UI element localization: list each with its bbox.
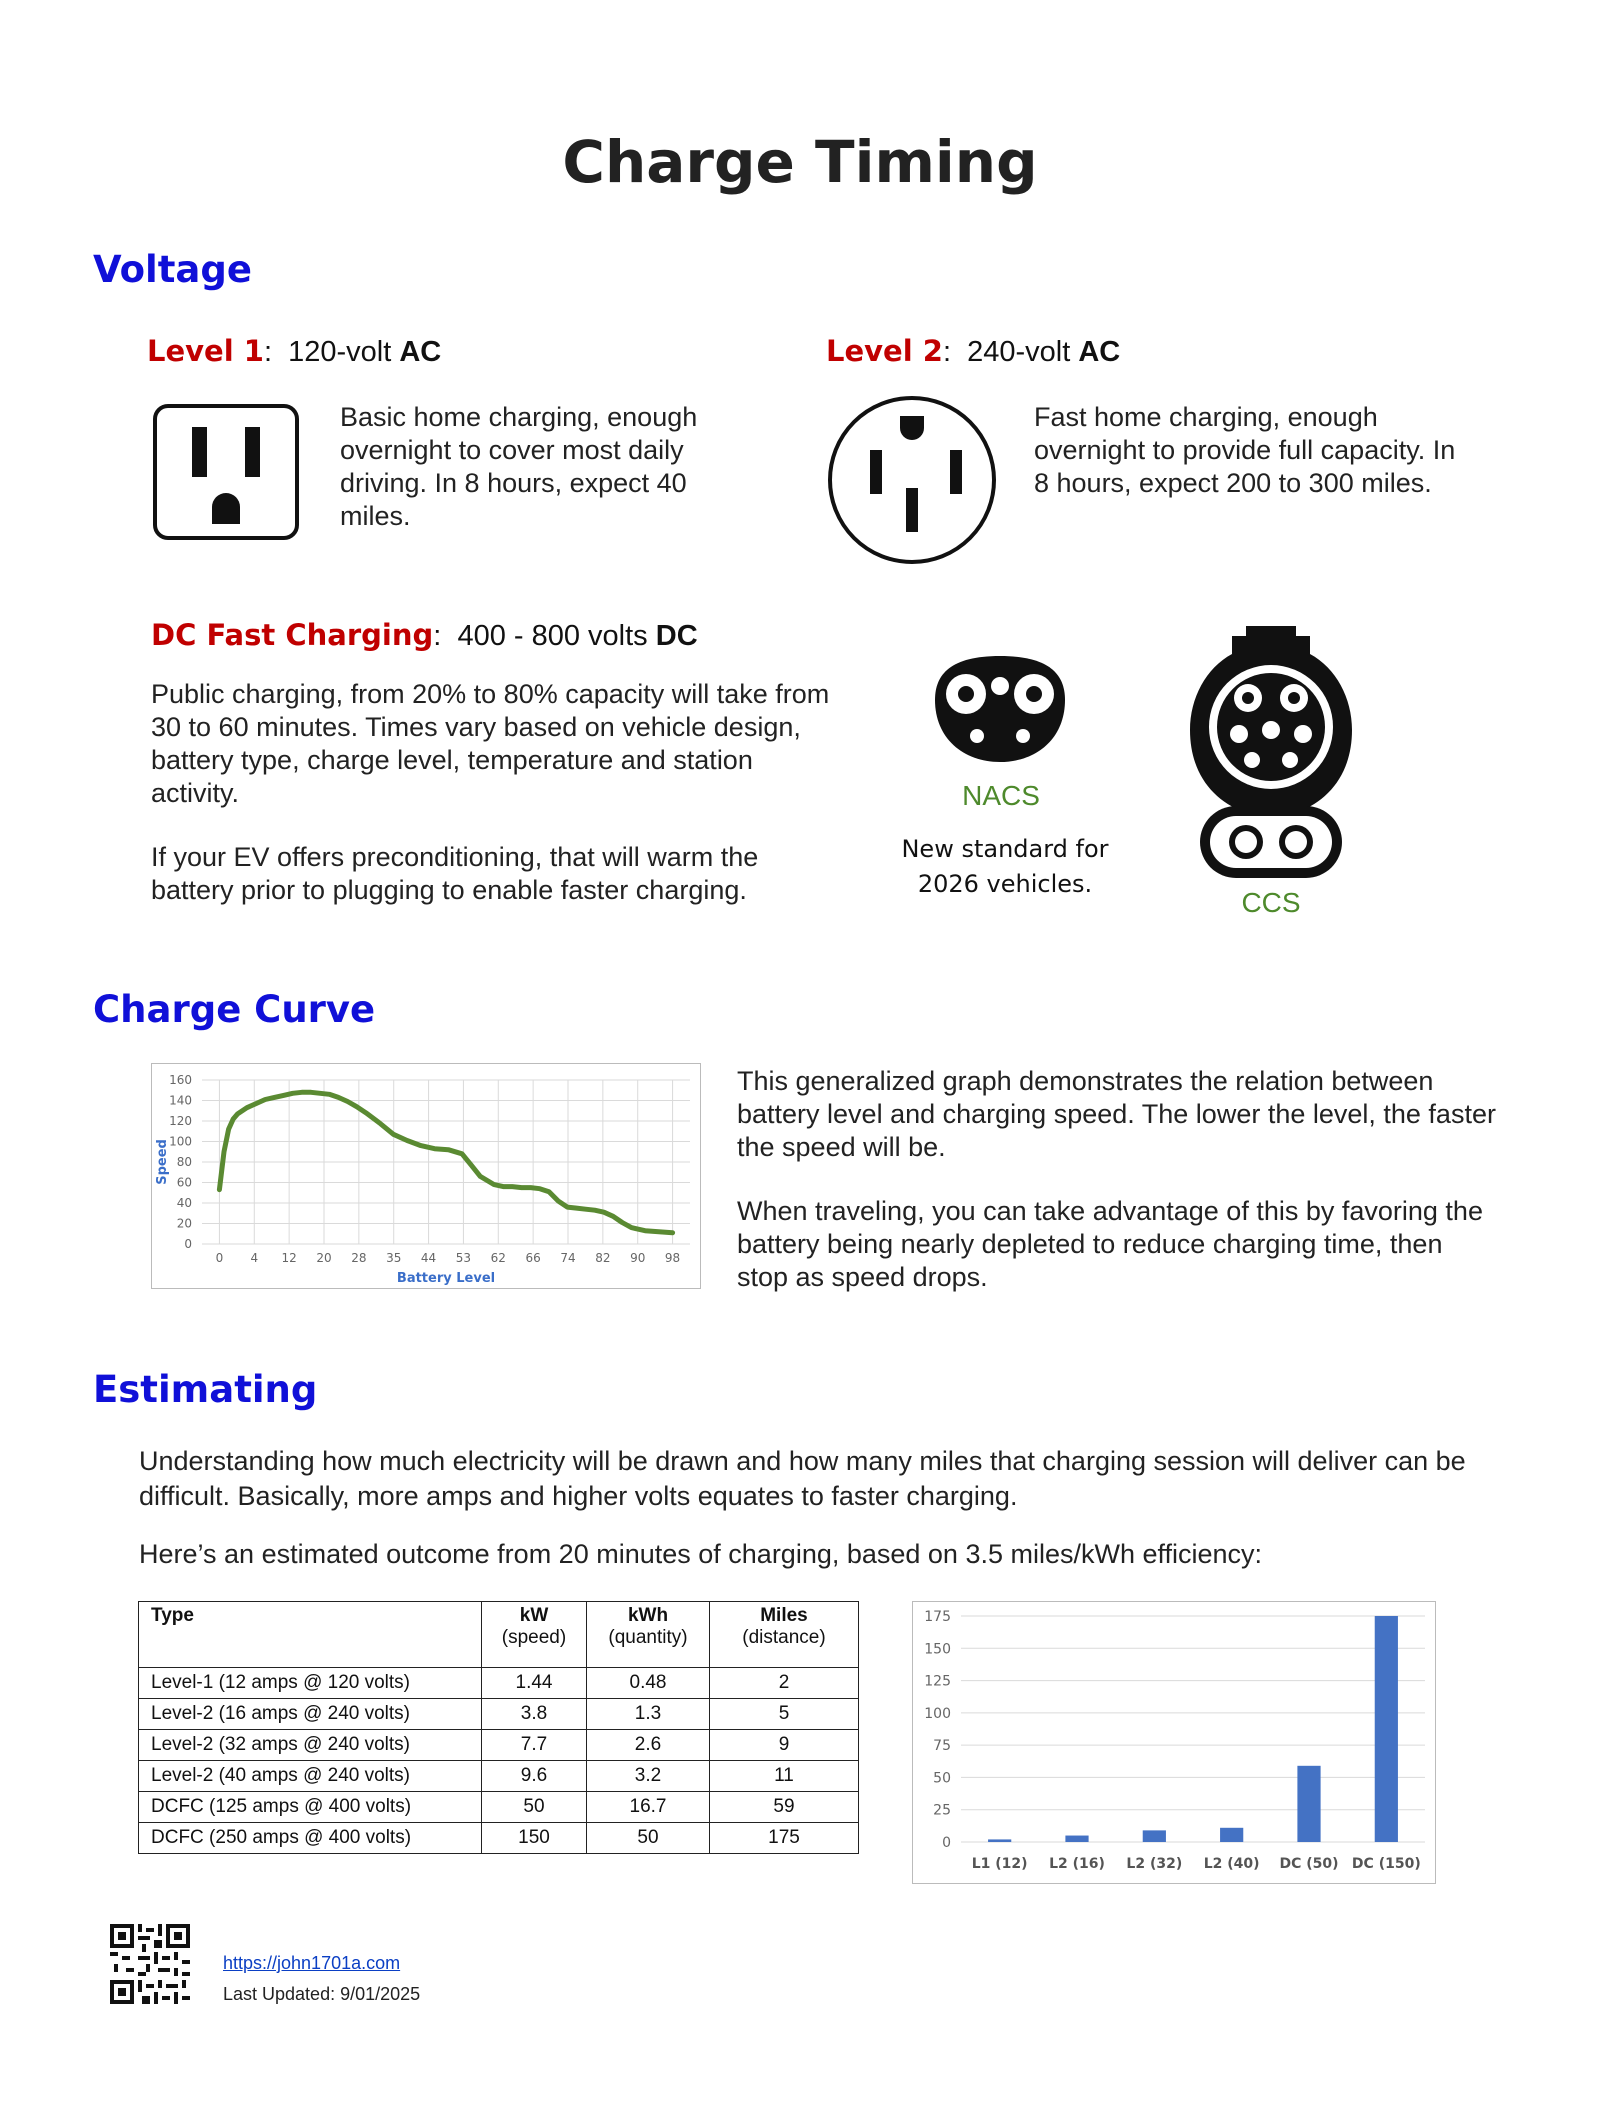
- last-updated: Last Updated: 9/01/2025: [223, 1984, 421, 2004]
- nacs-label: NACS: [962, 780, 1040, 811]
- y-axis-label: Speed: [155, 1139, 170, 1185]
- cell-kwh: 2.6: [587, 1730, 710, 1761]
- y-tick-label: 100: [169, 1134, 192, 1149]
- x-tick-label: L2 (40): [1203, 1856, 1260, 1872]
- header-miles-sub: (distance): [742, 1627, 826, 1648]
- table-row: [139, 1730, 859, 1761]
- x-tick-label: 98: [664, 1251, 681, 1265]
- level2-type: AC: [1078, 336, 1121, 368]
- ccs-label: CCS: [1241, 887, 1301, 918]
- x-tick-label: DC (150): [1351, 1856, 1421, 1872]
- level1-volts: 120-volt: [288, 336, 392, 368]
- bar: [988, 1839, 1011, 1842]
- cell-kw: 50: [482, 1792, 587, 1823]
- table-row: [139, 1668, 859, 1699]
- bar: [1375, 1616, 1398, 1842]
- header-kwh: [587, 1602, 710, 1668]
- header-type-label: Type: [151, 1605, 194, 1626]
- level1-sep: :: [263, 336, 272, 368]
- x-tick-label: L1 (12): [971, 1856, 1028, 1872]
- ccs-connector-icon: [1186, 622, 1356, 884]
- level2-volts: 240-volt: [967, 336, 1071, 368]
- miles-bar-svg: [913, 1602, 1435, 1883]
- cell-type: Level-1 (12 amps @ 120 volts): [139, 1668, 482, 1699]
- charge-curve-paragraph-2: When traveling, you can take advantage of this by favoring the battery being nearly depleted to reduce charging time, then stop as speed drops.: [737, 1196, 1483, 1292]
- x-tick-label: L2 (32): [1126, 1856, 1183, 1872]
- level1-outlet-icon: [152, 403, 300, 541]
- y-tick-label: 20: [176, 1216, 192, 1231]
- nacs-note: [885, 832, 1125, 902]
- y-tick-label: 175: [924, 1609, 951, 1625]
- cell-type: Level-2 (40 amps @ 240 volts): [139, 1761, 482, 1792]
- table-row: [139, 1761, 859, 1792]
- bar: [1143, 1830, 1166, 1842]
- y-tick-label: 100: [924, 1705, 951, 1722]
- x-tick-label: 44: [420, 1251, 437, 1265]
- level1-type: AC: [399, 336, 442, 368]
- cell-kwh: 1.3: [587, 1699, 710, 1730]
- header-kw-sub: (speed): [501, 1627, 567, 1648]
- cell-kwh: 3.2: [587, 1761, 710, 1792]
- x-tick-label: 0: [215, 1251, 224, 1265]
- y-tick-label: 125: [924, 1673, 951, 1690]
- x-tick-label: 12: [281, 1251, 297, 1265]
- cell-kw: 7.7: [482, 1730, 587, 1761]
- dc-type: DC: [655, 620, 698, 652]
- header-kwh-label: kWh: [627, 1605, 669, 1626]
- level1-line: [147, 334, 441, 369]
- bar: [1220, 1828, 1243, 1842]
- cell-kwh: 50: [587, 1823, 710, 1854]
- header-miles-label: Miles: [760, 1605, 808, 1626]
- level2-sep: :: [942, 336, 951, 368]
- cell-miles: 59: [710, 1792, 859, 1823]
- website-link[interactable]: https://john1701a.com: [223, 1953, 401, 1973]
- x-tick-label: DC (50): [1279, 1856, 1339, 1872]
- page-title: Charge Timing: [562, 128, 1038, 196]
- y-tick-label: 120: [169, 1114, 192, 1128]
- cell-kw: 150: [482, 1823, 587, 1854]
- x-tick-label: 4: [250, 1251, 259, 1265]
- estimating-paragraph-1: Understanding how much electricity will be drawn and how many miles that charging session will deliver can be difficult. Basically, more amps and higher volts equates to faster charging.: [139, 1446, 1466, 1511]
- dc-volts: 400 - 800 volts: [457, 620, 648, 652]
- estimate-table: [138, 1601, 859, 1854]
- y-tick-label: 0: [942, 1835, 951, 1851]
- cell-kwh: 16.7: [587, 1792, 710, 1823]
- cell-type: Level-2 (16 amps @ 240 volts): [139, 1699, 482, 1730]
- dc-paragraph-1: Public charging, from 20% to 80% capacity will take from 30 to 60 minutes. Times vary based on vehicle design, battery type, charge level, temperature and station activity.: [151, 679, 830, 808]
- cell-miles: 5: [710, 1699, 859, 1730]
- x-tick-label: 90: [630, 1251, 646, 1265]
- dc-label: DC Fast Charging: [151, 618, 434, 652]
- header-kw-label: kW: [519, 1605, 549, 1626]
- x-tick-label: 62: [490, 1251, 506, 1265]
- header-miles: [710, 1602, 859, 1668]
- level1-description: Basic home charging, enough overnight to cover most daily driving. In 8 hours, expect 40 miles.: [340, 402, 698, 531]
- cell-kwh: 0.48: [587, 1668, 710, 1699]
- y-tick-label: 40: [176, 1196, 192, 1210]
- cell-miles: 11: [710, 1761, 859, 1792]
- cell-type: DCFC (250 amps @ 400 volts): [139, 1823, 482, 1854]
- bar: [1297, 1766, 1320, 1842]
- x-tick-label: 66: [525, 1251, 541, 1265]
- table-header-row: [139, 1602, 859, 1668]
- x-tick-label: 74: [560, 1251, 576, 1265]
- table-row: [139, 1823, 859, 1854]
- level1-label: Level 1: [147, 334, 264, 368]
- nacs-note-line1: New standard for: [901, 835, 1109, 863]
- x-tick-label: 20: [316, 1251, 332, 1265]
- charge-curve-svg: [152, 1064, 700, 1288]
- level2-label: Level 2: [826, 334, 943, 368]
- level2-description: Fast home charging, enough overnight to provide full capacity. In 8 hours, expect 200 to 300 miles.: [1034, 402, 1456, 498]
- y-tick-label: 150: [924, 1641, 951, 1658]
- charge-curve-heading: Charge Curve: [93, 988, 376, 1031]
- header-type: [139, 1602, 482, 1668]
- cell-miles: 175: [710, 1823, 859, 1854]
- y-tick-label: 80: [176, 1155, 192, 1169]
- table-row: [139, 1792, 859, 1823]
- y-tick-label: 75: [933, 1738, 951, 1755]
- qr-code-icon[interactable]: [110, 1924, 190, 2004]
- x-axis-label: Battery Level: [396, 1271, 496, 1286]
- x-tick-label: 53: [455, 1251, 472, 1265]
- voltage-heading: Voltage: [93, 248, 252, 291]
- x-tick-label: L2 (16): [1049, 1856, 1105, 1872]
- y-tick-label: 0: [184, 1237, 192, 1251]
- y-tick-label: 60: [176, 1175, 192, 1190]
- table-row: [139, 1699, 859, 1730]
- cell-kw: 1.44: [482, 1668, 587, 1699]
- cell-miles: 9: [710, 1730, 859, 1761]
- level2-line: [826, 334, 1120, 369]
- y-tick-label: 25: [933, 1802, 951, 1819]
- cell-type: DCFC (125 amps @ 400 volts): [139, 1792, 482, 1823]
- estimating-heading: Estimating: [93, 1368, 318, 1411]
- cell-kw: 3.8: [482, 1699, 587, 1730]
- y-tick-label: 140: [169, 1093, 192, 1108]
- header-kwh-sub: (quantity): [608, 1627, 688, 1648]
- cell-kw: 9.6: [482, 1761, 587, 1792]
- x-tick-label: 28: [351, 1251, 367, 1265]
- y-tick-label: 160: [169, 1073, 192, 1087]
- y-tick-label: 50: [933, 1770, 951, 1787]
- dc-sep: :: [433, 620, 442, 652]
- bar: [1065, 1836, 1088, 1842]
- charge-curve-paragraph-1: This generalized graph demonstrates the relation between battery level and charging speed. The lower the level, the faster the speed will be.: [737, 1066, 1496, 1162]
- nacs-note-line2: 2026 vehicles.: [917, 870, 1093, 898]
- estimating-paragraph-2: Here’s an estimated outcome from 20 minutes of charging, based on 3.5 miles/kWh efficiency:: [139, 1539, 1263, 1569]
- header-kw: [482, 1602, 587, 1668]
- dc-line: [151, 618, 698, 653]
- charge-curve-chart: [151, 1063, 701, 1289]
- cell-type: Level-2 (32 amps @ 240 volts): [139, 1730, 482, 1761]
- miles-bar-chart: [912, 1601, 1436, 1884]
- dc-paragraph-2: If your EV offers preconditioning, that will warm the battery prior to plugging to enable faster charging.: [151, 842, 759, 905]
- cell-miles: 2: [710, 1668, 859, 1699]
- level2-outlet-icon: [826, 394, 998, 566]
- x-tick-label: 82: [595, 1251, 611, 1265]
- x-tick-label: 35: [386, 1251, 402, 1265]
- nacs-connector-icon: [933, 652, 1067, 766]
